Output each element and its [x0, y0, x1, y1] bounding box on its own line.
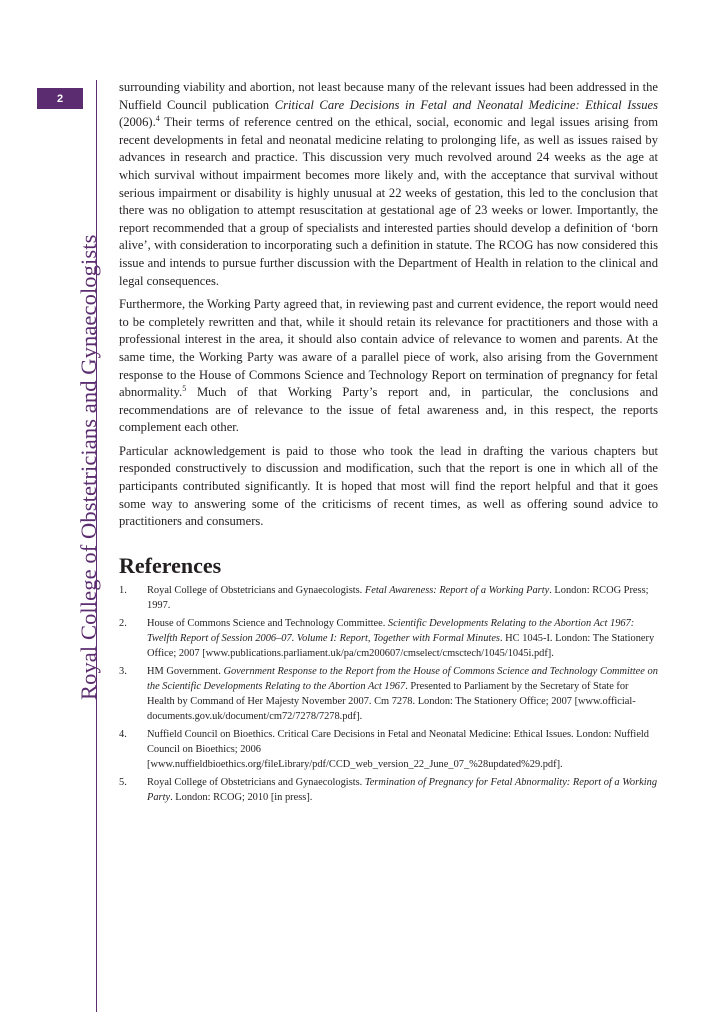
citation-ref[interactable]: 5: [182, 383, 187, 393]
publication-title: Critical Care Decisions in Fetal and Neonatal Medicine: Ethical Issues: [274, 97, 658, 112]
reference-item: [119, 616, 658, 661]
main-content: [119, 79, 658, 808]
body-paragraph-1: surrounding viability and abortion, not least because many of the relevant issues had been addressed in the Nuffield Council publication Critical Care Decisions in Fetal and Neonatal Medicine: Ethical Issues (2006).$^4$ Their terms of reference centred on the ethical, social, economic and legal issues arising from recent developments in fetal and neonatal medicine relating to prolonging life, as well as issues raised by advances in research and practice. This discussion very much revolved around 24 weeks as the age at which survival without impairment becomes more likely and, with the acceptance that survival without serious impairment or disability is highly unusual at 22 weeks of gestation, this led to the conclusion that there was no obligation to attempt resuscitation at gestational age of 23 weeks or lower. Importantly, the report recommended that a group of specialists and interested parties should develop a definition of ‘born alive’, with consideration to incorporating such a definition in statute. The RCOG has now considered this issue and intends to pursue further discussion with the Department of Health in relation to the clinical and legal consequences.: [119, 80, 658, 288]
reference-item: [119, 583, 658, 613]
reference-item: [119, 664, 658, 724]
reference-text: Royal College of Obstetricians and Gynaecologists. Fetal Awareness: Report of a Working Party. London: RCOG Press; 1997.: [147, 584, 649, 611]
reference-text: House of Commons Science and Technology Committee. Scientific Developments Relating to the Abortion Act 1967: Twelfth Report of Session 2006–07. Volume I: Report, Together with Formal Minutes. HC 1045-I. London: The Stationery Office; 2007 [www.publications.parliament.uk/pa/cm200607/cmselect/cmsctech/1045/1045i.pdf].: [147, 617, 655, 659]
page-number-badge: 2: [37, 88, 83, 109]
reference-number: 1.: [119, 584, 127, 596]
reference-number: 5.: [119, 776, 127, 788]
body-paragraph-3: Particular acknowledgement is paid to those who took the lead in drafting the various chapters but responded constructively to discussion and modification, such that the report is one in which all of the participants contributed significantly. It is hoped that most will find the report helpful and that it goes some way to answering some of the criticisms of recent times, as well as offering sound advice to practitioners and consumers.: [119, 443, 658, 529]
reference-item: [119, 775, 658, 805]
publisher-side-title: Royal College of Obstetricians and Gynaecologists: [76, 234, 101, 700]
citation-ref[interactable]: 4: [155, 114, 160, 123]
reference-number: 3.: [119, 665, 127, 677]
references-heading: References: [119, 552, 222, 578]
reference-number: 2.: [119, 617, 127, 629]
reference-text: Royal College of Obstetricians and Gynaecologists. Termination of Pregnancy for Fetal Abnormality: Report of a Working Party. London: RCOG; 2010 [in press].: [147, 776, 658, 803]
body-paragraph-2: Furthermore, the Working Party agreed that, in reviewing past and current evidence, the report would need to be completely rewritten and that, while it should retain its relevance for practitioners and those with a professional interest in the area, it should also contain advice of relevance to women and parents. At the same time, the Working Party was aware of a parallel piece of work, also arising from the Government response to the House of Commons Science and Technology Report on termination of pregnancy for fetal abnormality.$^5$ Much of that Working Party’s report and, in particular, the conclusions and recommendations are of relevance to the issue of fetal awareness and, in this respect, the reports complement each other.: [119, 297, 658, 435]
reference-text: Nuffield Council on Bioethics. Critical Care Decisions in Fetal and Neonatal Medicine: Ethical Issues. London: Nuffield Council on Bioethics; 2006 [www.nuffieldbioethics.org/fileLibrary/pdf/CCD_web_version_22_June_07_%28updated%29.pdf].: [147, 728, 650, 770]
reference-number: 4.: [119, 728, 127, 740]
reference-list: [119, 583, 658, 805]
reference-text: HM Government. Government Response to the Report from the House of Commons Science and Technology Committee on the Scientific Developments Relating to the Abortion Act 1967. Presented to Parliament by the Secretary of State for Health by Command of Her Majesty November 2007. Cm 7278. London: The Stationery Office; 2007 [www.official-documents.gov.uk/document/cm72/7278/7278.pdf].: [147, 665, 658, 722]
reference-item: [119, 727, 658, 772]
